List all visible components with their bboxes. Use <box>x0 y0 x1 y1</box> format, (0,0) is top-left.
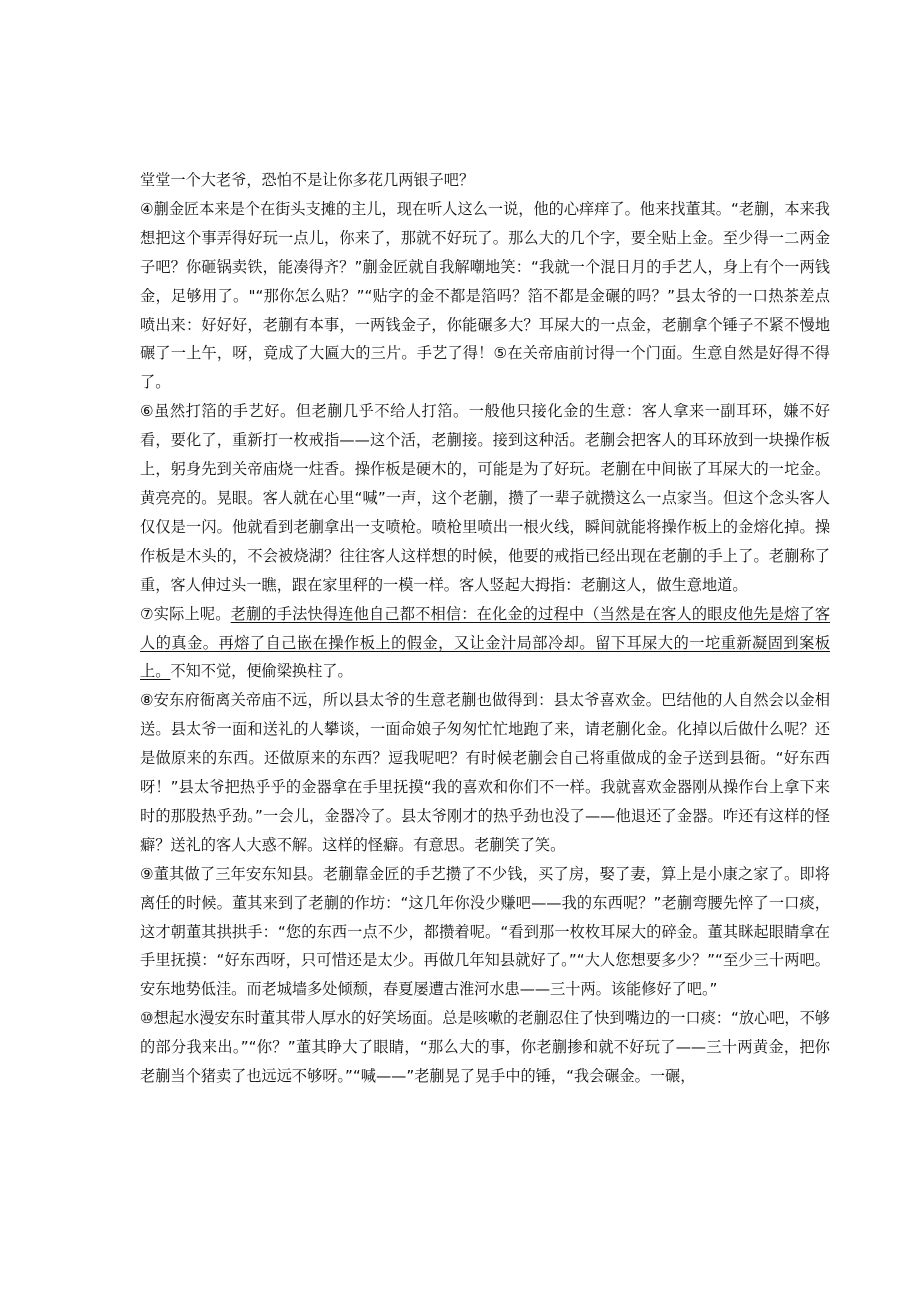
paragraph-8: ⑧安东府衙离关帝庙不远，所以县太爷的生意老蒯也做得到：县太爷喜欢金。巴结他的人自然会以金相送。县太爷一面和送礼的人攀谈，一面命娘子匆匆忙忙地跑了来，请老蒯化金。化掉以后做什么呢？还是做原来的东西。还做原来的东西？逗我呢吧？有时候老蒯会自己将重做成的金子送到县衙。“好东西呀！”县太爷把热乎乎的金器拿在手里抚摸“我的喜欢和你们不一样。我就喜欢金器刚从操作台上拿下来时的那股热乎劲。”一会儿，金器冷了。县太爷刚才的热乎劲也没了——他退还了金器。咋还有这样的怪癖？送礼的客人大惑不解。这样的怪癖。有意思。老蒯笑了笑。 <box>140 691 830 854</box>
paragraph-7 <box>140 600 830 687</box>
paragraph-6: ⑥虽然打箔的手艺好。但老蒯几乎不给人打箔。一般他只接化金的生意：客人拿来一副耳环，嫌不好看，要化了，重新打一枚戒指——这个活，老蒯接。接到这种活。老蒯会把客人的耳环放到一块操作板上，躬身先到关帝庙烧一炷香。操作板是硬木的，可能是为了好玩。老蒯在中间嵌了耳屎大的一坨金。黄亮亮的。晃眼。客人就在心里“喊”一声，这个老蒯，攒了一辈子就攒这么一点家当。但这个念头客人仅仅是一闪。他就看到老蒯拿出一支喷枪。喷枪里喷出一根火线，瞬间就能将操作板上的金熔化掉。操作板是木头的，不会被烧湖？往往客人这样想的时候，他要的戒指已经出现在老蒯的手上了。老蒯称了重，客人伸过头一瞧，跟在家里秤的一模一样。客人竖起大拇指：老蒯这人，做生意地道。 <box>140 402 830 594</box>
paragraph-7-suffix: 不知不觉，便偷梁换柱了。 <box>170 662 353 681</box>
paragraph-4: ④蒯金匠本来是个在街头支摊的主儿，现在听人这么一说，他的心痒痒了。他来找董其。“老蒯，本来我想把这个事弄得好玩一点儿，你来了，那就不好玩了。那么大的几个字，要全贴上金。至少得一二两金子吧？你砸锅卖铁，能凑得齐？”蒯金匠就自我解嘲地笑：“我就一个混日月的手艺人，身上有个一两钱金，足够用了。"“那你怎么贴？”“贴字的金不都是箔吗？箔不都是金碾的吗？”县太爷的一口热茶差点喷出来：好好好，老蒯有本事，一两钱金子，你能碾多大？耳屎大的一点金，老蒯拿个锤子不紧不慢地碾了一上午，呀，竟成了大匾大的三片。手艺了得！⑤在关帝庙前讨得一个门面。生意自然是好得不得了。 <box>140 199 830 392</box>
paragraph-10: ⑩想起水漫安东时董其带人厚水的好笑场面。总是咳嗽的老蒯忍住了快到嘴边的一口痰：“放心吧，不够的部分我来出。”“你？”董其睁大了眼睛，“那么大的事，你老蒯掺和就不好玩了——三十两黄金，把你老蒯当个猪卖了也远远不够呀。”“喊——”老蒯晃了晃手中的锤，“我会碾金。一碾， <box>140 1009 830 1086</box>
paragraph-9: ⑨董其做了三年安东知县。老蒯靠金匠的手艺攒了不少钱，买了房，娶了妻，算上是小康之家了。即将离任的时候。董其来到了老蒯的作坊：“这几年你没少赚吧——我的东西呢？”老蒯弯腰先悴了一口痰，这才朝董其拱拱手：“您的东西一点不少，都攒着呢。“看到那一枚枚耳屎大的碎金。董其眯起眼睛拿在手里抚摸：“好东西呀，只可惜还是太少。再做几年知县就好了。”“大人您想要多少？”“至少三十两吧。安东地势低洼。而老城墙多处倾颓，春夏屡遭古淮河水患——三十两。该能修好了吧。” <box>140 864 830 999</box>
paragraph-continuation: 堂堂一个大老爷，恐怕不是让你多花几两银子吧？ <box>140 171 475 189</box>
article-body <box>140 166 830 1091</box>
paragraph-7-underlined-passage: 老蒯的手法快得连他自己都不相信：在化金的过程中（当然是在客人的眼皮他先是熔了客人的真金。再熔了自己嵌在操作板上的假金，又让金汁局部冷却。留下耳屎大的一坨重新凝固到案板上。 <box>140 604 831 681</box>
paragraph-7-prefix: ⑦实际上呢。 <box>140 604 231 623</box>
